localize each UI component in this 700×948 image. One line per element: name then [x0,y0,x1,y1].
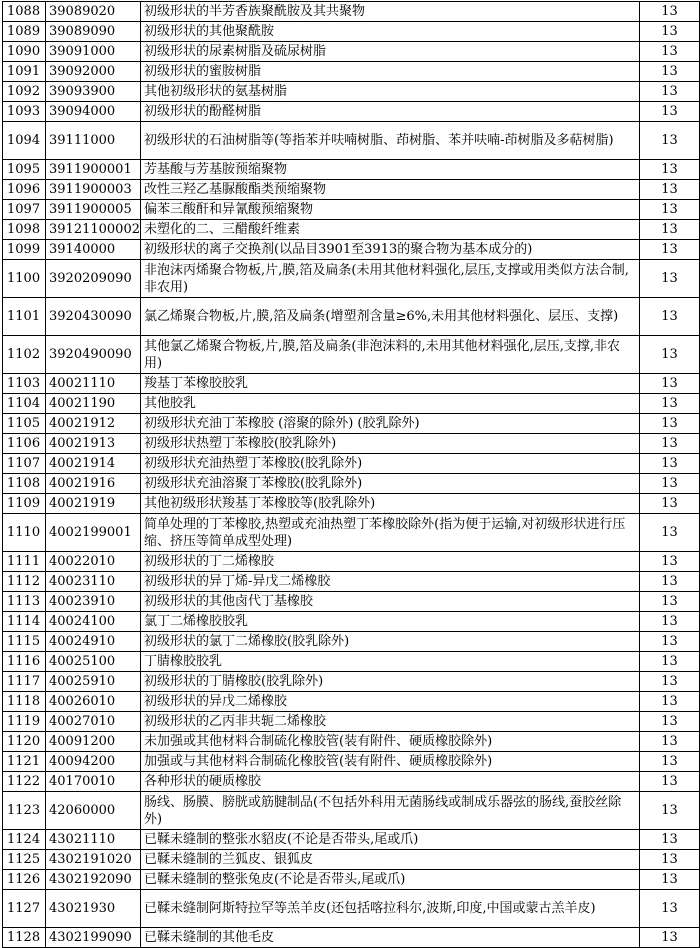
seq-cell: 1095 [3,160,46,180]
seq-cell: 1119 [3,712,46,732]
code-cell: 3920490090 [46,336,141,374]
code-cell: 40026010 [46,692,141,712]
rate-cell: 13 [640,772,700,792]
code-cell: 40025910 [46,672,141,692]
table-row [3,552,700,572]
table-row [3,240,700,260]
table-row [3,592,700,612]
rate-cell: 13 [640,672,700,692]
code-cell: 43021930 [46,890,141,928]
rate-cell: 13 [640,514,700,552]
table-row [3,434,700,454]
table-row [3,652,700,672]
description-cell: 初级形状的氯丁二烯橡胶(胶乳除外) [141,632,640,652]
seq-cell: 1092 [3,82,46,102]
rate-cell: 13 [640,850,700,870]
seq-cell: 1127 [3,890,46,928]
table-row [3,336,700,374]
seq-cell: 1108 [3,474,46,494]
seq-cell: 1090 [3,42,46,62]
description-cell: 已鞣未缝制阿斯特拉罕等羔羊皮(还包括喀拉科尔,波斯,印度,中国或蒙古羔羊皮) [141,890,640,928]
description-cell: 初级形状的半芳香族聚酰胺及其共聚物 [141,2,640,22]
description-cell: 初级形状的尿素树脂及硫尿树脂 [141,42,640,62]
code-cell: 4002199001 [46,514,141,552]
code-cell: 40025100 [46,652,141,672]
seq-cell: 1089 [3,22,46,42]
seq-cell: 1118 [3,692,46,712]
description-cell: 偏苯三酸酐和异氰酸预缩聚物 [141,200,640,220]
seq-cell: 1110 [3,514,46,552]
seq-cell: 1106 [3,434,46,454]
description-cell: 初级形状的其他卤代丁基橡胶 [141,592,640,612]
code-cell: 39093900 [46,82,141,102]
table-row [3,394,700,414]
description-cell: 未加强或其他材料合制硫化橡胶管(装有附件、硬质橡胶除外) [141,732,640,752]
description-cell: 初级形状的丁二烯橡胶 [141,552,640,572]
description-cell: 羧基丁苯橡胶胶乳 [141,374,640,394]
table-row [3,22,700,42]
code-cell: 39121100002 [46,220,141,240]
code-cell: 40023110 [46,572,141,592]
code-cell: 40170010 [46,772,141,792]
rate-cell: 13 [640,298,700,336]
code-cell: 3911900001 [46,160,141,180]
table-row [3,260,700,298]
code-cell: 40021916 [46,474,141,494]
description-cell: 初级形状的异丁烯-异戊二烯橡胶 [141,572,640,592]
rate-cell: 13 [640,122,700,160]
code-cell: 40024910 [46,632,141,652]
rate-cell: 13 [640,336,700,374]
table-row [3,792,700,830]
description-cell: 初级形状充油丁苯橡胶 (溶聚的除外) (胶乳除外) [141,414,640,434]
seq-cell: 1123 [3,792,46,830]
table-row [3,514,700,552]
seq-cell: 1111 [3,552,46,572]
seq-cell: 1109 [3,494,46,514]
tax-rebate-table [2,1,700,948]
table-row [3,82,700,102]
code-cell: 40021919 [46,494,141,514]
seq-cell: 1112 [3,572,46,592]
code-cell: 39089090 [46,22,141,42]
table-row [3,102,700,122]
description-cell: 丁腈橡胶胶乳 [141,652,640,672]
description-cell: 初级形状的异戊二烯橡胶 [141,692,640,712]
table-row [3,454,700,474]
description-cell: 非泡沫丙烯聚合物板,片,膜,箔及扁条(未用其他材料强化,层压,支撑或用类似方法合制,非农用) [141,260,640,298]
rate-cell: 13 [640,592,700,612]
rate-cell: 13 [640,830,700,850]
seq-cell: 1093 [3,102,46,122]
description-cell: 初级形状充油溶聚丁苯橡胶(胶乳除外) [141,474,640,494]
table-row [3,772,700,792]
description-cell: 已鞣未缝制的整张水貂皮(不论是否带头,尾或爪) [141,830,640,850]
code-cell: 40024100 [46,612,141,632]
table-row [3,122,700,160]
seq-cell: 1117 [3,672,46,692]
code-cell: 40021914 [46,454,141,474]
description-cell: 其他氯乙烯聚合物板,片,膜,箔及扁条(非泡沫料的,未用其他材料强化,层压,支撑,非农用) [141,336,640,374]
code-cell: 3911900003 [46,180,141,200]
rate-cell: 13 [640,374,700,394]
rate-cell: 13 [640,792,700,830]
rate-cell: 13 [640,612,700,632]
rate-cell: 13 [640,434,700,454]
code-cell: 3911900005 [46,200,141,220]
seq-cell: 1126 [3,870,46,890]
description-cell: 初级形状的其他聚酰胺 [141,22,640,42]
description-cell: 改性三羟乙基脲酸酯类预缩聚物 [141,180,640,200]
description-cell: 初级形状的酚醛树脂 [141,102,640,122]
code-cell: 39111000 [46,122,141,160]
description-cell: 初级形状的离子交换剂(以品目3901至3913的聚合物为基本成分的) [141,240,640,260]
table-row [3,850,700,870]
table-row [3,374,700,394]
table-row [3,830,700,850]
code-cell: 39092000 [46,62,141,82]
description-cell: 肠线、肠膜、膀胱或筋腱制品(不包括外科用无菌肠线或制成乐器弦的肠线,蚕胶丝除外) [141,792,640,830]
seq-cell: 1101 [3,298,46,336]
description-cell: 已鞣未缝制的兰狐皮、银狐皮 [141,850,640,870]
description-cell: 初级形状的丁腈橡胶(胶乳除外) [141,672,640,692]
description-cell: 初级形状热塑丁苯橡胶(胶乳除外) [141,434,640,454]
seq-cell: 1114 [3,612,46,632]
table-row [3,752,700,772]
rate-cell: 13 [640,414,700,434]
rate-cell: 13 [640,102,700,122]
code-cell: 3920430090 [46,298,141,336]
description-cell: 其他胶乳 [141,394,640,414]
rate-cell: 13 [640,928,700,948]
code-cell: 40021190 [46,394,141,414]
table-row [3,180,700,200]
table-row [3,474,700,494]
table-row [3,612,700,632]
seq-cell: 1098 [3,220,46,240]
rate-cell: 13 [640,552,700,572]
code-cell: 40021110 [46,374,141,394]
rate-cell: 13 [640,220,700,240]
description-cell: 初级形状的乙丙非共轭二烯橡胶 [141,712,640,732]
description-cell: 初级形状充油热塑丁苯橡胶(胶乳除外) [141,454,640,474]
table-row [3,160,700,180]
rate-cell: 13 [640,240,700,260]
table-row [3,414,700,434]
description-cell: 已鞣未缝制的其他毛皮 [141,928,640,948]
table-row [3,672,700,692]
rate-cell: 13 [640,22,700,42]
table-row [3,870,700,890]
seq-cell: 1115 [3,632,46,652]
code-cell: 39094000 [46,102,141,122]
description-cell: 芳基酸与芳基胺预缩聚物 [141,160,640,180]
description-cell: 简单处理的丁苯橡胶,热塑或充油热塑丁苯橡胶除外(指为便于运输,对初级形状进行压缩、挤压等简单成型处理) [141,514,640,552]
table-row [3,298,700,336]
rate-cell: 13 [640,652,700,672]
table-row [3,200,700,220]
description-cell: 氯乙烯聚合物板,片,膜,箔及扁条(增塑剂含量≥6%,未用其他材料强化、层压、支撑) [141,298,640,336]
seq-cell: 1102 [3,336,46,374]
seq-cell: 1097 [3,200,46,220]
code-cell: 43021110 [46,830,141,850]
rate-cell: 13 [640,200,700,220]
description-cell: 未塑化的二、三醋酸纤维素 [141,220,640,240]
description-cell: 其他初级形状羧基丁苯橡胶等(胶乳除外) [141,494,640,514]
rate-cell: 13 [640,62,700,82]
code-cell: 40021913 [46,434,141,454]
seq-cell: 1120 [3,732,46,752]
seq-cell: 1091 [3,62,46,82]
rate-cell: 13 [640,572,700,592]
code-cell: 39091000 [46,42,141,62]
code-cell: 40094200 [46,752,141,772]
rate-cell: 13 [640,752,700,772]
rate-cell: 13 [640,160,700,180]
rate-cell: 13 [640,394,700,414]
rate-cell: 13 [640,82,700,102]
description-cell: 已鞣未缝制的整张兔皮(不论是否带头,尾或爪) [141,870,640,890]
seq-cell: 1094 [3,122,46,160]
rate-cell: 13 [640,494,700,514]
code-cell: 4302199090 [46,928,141,948]
code-cell: 39089020 [46,2,141,22]
rate-cell: 13 [640,260,700,298]
seq-cell: 1116 [3,652,46,672]
rate-cell: 13 [640,180,700,200]
rate-cell: 13 [640,890,700,928]
description-cell: 加强或与其他材料合制硫化橡胶管(装有附件、硬质橡胶除外) [141,752,640,772]
description-cell: 各种形状的硬质橡胶 [141,772,640,792]
rate-cell: 13 [640,692,700,712]
table-row [3,2,700,22]
rate-cell: 13 [640,732,700,752]
seq-cell: 1096 [3,180,46,200]
table-row [3,928,700,948]
table-row [3,494,700,514]
table-row [3,632,700,652]
description-cell: 初级形状的石油树脂等(等指苯并呋喃树脂、茚树脂、苯并呋喃-茚树脂及多萜树脂) [141,122,640,160]
seq-cell: 1122 [3,772,46,792]
seq-cell: 1088 [3,2,46,22]
rate-cell: 13 [640,454,700,474]
table-row [3,62,700,82]
table-row [3,692,700,712]
rate-cell: 13 [640,712,700,732]
seq-cell: 1099 [3,240,46,260]
description-cell: 初级形状的蜜胺树脂 [141,62,640,82]
table-row [3,572,700,592]
rate-cell: 13 [640,42,700,62]
seq-cell: 1125 [3,850,46,870]
code-cell: 40022010 [46,552,141,572]
code-cell: 40091200 [46,732,141,752]
code-cell: 4302191020 [46,850,141,870]
code-cell: 40021912 [46,414,141,434]
table-row [3,732,700,752]
seq-cell: 1113 [3,592,46,612]
seq-cell: 1128 [3,928,46,948]
seq-cell: 1103 [3,374,46,394]
seq-cell: 1121 [3,752,46,772]
seq-cell: 1100 [3,260,46,298]
description-cell: 其他初级形状的氨基树脂 [141,82,640,102]
table-row [3,42,700,62]
table-body [3,2,700,948]
description-cell: 氯丁二烯橡胶胶乳 [141,612,640,632]
code-cell: 4302192090 [46,870,141,890]
seq-cell: 1107 [3,454,46,474]
rate-cell: 13 [640,870,700,890]
rate-cell: 13 [640,2,700,22]
table-row [3,220,700,240]
code-cell: 40023910 [46,592,141,612]
code-cell: 40027010 [46,712,141,732]
rate-cell: 13 [640,474,700,494]
code-cell: 3920209090 [46,260,141,298]
seq-cell: 1105 [3,414,46,434]
seq-cell: 1124 [3,830,46,850]
table-row [3,712,700,732]
code-cell: 42060000 [46,792,141,830]
rate-cell: 13 [640,632,700,652]
seq-cell: 1104 [3,394,46,414]
code-cell: 39140000 [46,240,141,260]
